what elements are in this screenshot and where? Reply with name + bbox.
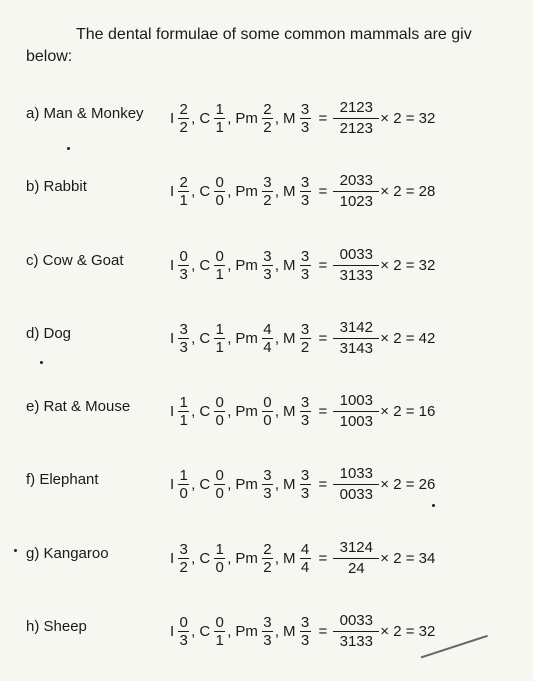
incisor-symbol: I [170, 549, 175, 567]
canine-fraction-denominator: 0 [215, 411, 224, 429]
incisor-fraction-denominator: 2 [179, 118, 188, 136]
total-fraction [335, 464, 377, 505]
total-fraction-denominator: 2123 [339, 119, 373, 137]
canine-fraction-numerator: 0 [215, 466, 224, 484]
molar-fraction-numerator: 3 [300, 393, 310, 411]
intro-line-2: below: [26, 48, 73, 65]
total-fraction-denominator: 3143 [339, 339, 373, 357]
comma: , [191, 109, 196, 127]
premolar-symbol: Pm [235, 256, 258, 274]
premolar-fraction-denominator: 2 [263, 191, 272, 209]
total-fraction-numerator: 3142 [333, 318, 379, 339]
comma: , [227, 329, 232, 347]
canine-symbol: C [199, 475, 211, 493]
premolar-symbol: Pm [235, 182, 258, 200]
molar-fraction [300, 614, 311, 649]
premolar-fraction-denominator: 2 [263, 118, 272, 136]
molar-fraction [300, 467, 311, 502]
incisor-fraction-numerator: 3 [179, 320, 188, 338]
premolar-fraction [262, 321, 273, 356]
molar-fraction-numerator: 3 [300, 173, 310, 191]
incisor-fraction-denominator: 1 [179, 191, 188, 209]
dental-formula [170, 310, 435, 366]
comma: , [274, 256, 280, 274]
multiplier-result: × 2 = 32 [380, 256, 436, 274]
comma: , [191, 549, 196, 567]
premolar-fraction-numerator: 3 [263, 466, 272, 484]
canine-fraction-denominator: 0 [215, 191, 224, 209]
premolar-fraction [262, 174, 273, 209]
premolar-fraction-denominator: 4 [263, 338, 272, 356]
molar-fraction-denominator: 3 [300, 191, 310, 209]
total-fraction-numerator: 3124 [333, 538, 379, 559]
canine-fraction-numerator: 0 [215, 247, 224, 265]
mammal-label: e) Rat & Mouse [26, 398, 131, 415]
molar-symbol: M [283, 182, 296, 200]
molar-fraction-denominator: 3 [300, 265, 310, 283]
canine-fraction-numerator: 0 [215, 173, 224, 191]
comma: , [227, 256, 232, 274]
total-fraction-denominator: 1003 [339, 412, 373, 430]
equals-sign: = [318, 475, 328, 493]
molar-fraction-denominator: 2 [300, 338, 310, 356]
molar-fraction-denominator: 3 [300, 118, 310, 136]
comma: , [191, 182, 196, 200]
mammal-label: b) Rabbit [26, 178, 87, 195]
multiplier-result: × 2 = 34 [380, 549, 436, 567]
molar-symbol: M [283, 549, 296, 567]
incisor-fraction [178, 101, 189, 136]
comma: , [274, 182, 280, 200]
molar-fraction [300, 541, 311, 576]
premolar-fraction [262, 614, 273, 649]
dental-formula [170, 163, 435, 219]
canine-symbol: C [199, 622, 211, 640]
canine-fraction [214, 467, 225, 502]
comma: , [227, 475, 232, 493]
canine-fraction [214, 541, 225, 576]
comma: , [227, 622, 232, 640]
canine-symbol: C [199, 256, 211, 274]
molar-fraction-denominator: 3 [300, 411, 310, 429]
premolar-fraction-denominator: 3 [263, 484, 272, 502]
comma: , [227, 182, 232, 200]
equals-sign: = [318, 622, 328, 640]
comma: , [274, 475, 280, 493]
total-fraction [335, 611, 377, 652]
total-fraction-numerator: 2033 [333, 171, 379, 192]
incisor-fraction-denominator: 0 [179, 484, 188, 502]
comma: , [191, 329, 196, 347]
total-fraction-denominator: 3133 [339, 266, 373, 284]
premolar-fraction-numerator: 3 [263, 613, 272, 631]
canine-fraction-numerator: 1 [215, 540, 224, 558]
multiplier-result: × 2 = 32 [380, 622, 436, 640]
incisor-fraction [178, 174, 189, 209]
canine-fraction [214, 614, 225, 649]
multiplier-result: × 2 = 16 [380, 402, 436, 420]
canine-symbol: C [199, 182, 211, 200]
incisor-fraction [178, 394, 189, 429]
molar-fraction-numerator: 3 [300, 247, 310, 265]
incisor-fraction-denominator: 3 [179, 631, 188, 649]
molar-symbol: M [283, 622, 296, 640]
intro-line-1: The dental formulae of some common mammals are giv [76, 26, 472, 43]
total-fraction [335, 171, 377, 212]
comma: , [274, 329, 280, 347]
incisor-fraction-numerator: 0 [179, 247, 188, 265]
mammal-label: d) Dog [26, 325, 72, 342]
incisor-fraction [178, 248, 189, 283]
canine-fraction-numerator: 1 [215, 320, 224, 338]
incisor-fraction-numerator: 2 [179, 173, 188, 191]
premolar-fraction-denominator: 3 [263, 265, 272, 283]
total-fraction-numerator: 0033 [333, 245, 379, 266]
comma: , [191, 475, 196, 493]
canine-fraction-denominator: 1 [215, 338, 224, 356]
canine-symbol: C [199, 549, 211, 567]
total-fraction-denominator: 0033 [339, 485, 373, 503]
total-fraction-denominator: 1023 [339, 192, 373, 210]
mammal-label: g) Kangaroo [26, 545, 109, 562]
molar-fraction-denominator: 4 [300, 558, 310, 576]
multiplier-result: × 2 = 26 [380, 475, 436, 493]
premolar-fraction [262, 541, 273, 576]
incisor-fraction-denominator: 3 [179, 265, 188, 283]
canine-fraction [214, 321, 225, 356]
comma: , [191, 402, 196, 420]
canine-fraction-numerator: 0 [215, 393, 224, 411]
incisor-symbol: I [170, 182, 175, 200]
incisor-symbol: I [170, 256, 175, 274]
dental-formula [170, 603, 435, 659]
molar-fraction-denominator: 3 [300, 484, 310, 502]
canine-fraction [214, 248, 225, 283]
incisor-fraction-denominator: 1 [179, 411, 188, 429]
speck-mark [40, 361, 43, 364]
equals-sign: = [318, 182, 328, 200]
speck-mark [67, 147, 70, 150]
equals-sign: = [318, 402, 328, 420]
total-fraction [335, 98, 377, 139]
formula-row [0, 383, 533, 439]
premolar-fraction-numerator: 0 [263, 393, 272, 411]
formula-row [0, 163, 533, 219]
mammal-label: a) Man & Monkey [26, 105, 144, 122]
incisor-symbol: I [170, 622, 175, 640]
molar-fraction [300, 174, 311, 209]
total-fraction-numerator: 1033 [333, 464, 379, 485]
canine-fraction-denominator: 1 [215, 631, 224, 649]
molar-symbol: M [283, 109, 296, 127]
mammal-label: h) Sheep [26, 618, 87, 635]
molar-fraction-numerator: 3 [300, 466, 310, 484]
total-fraction [335, 538, 377, 579]
total-fraction [335, 318, 377, 359]
premolar-symbol: Pm [235, 622, 258, 640]
incisor-symbol: I [170, 329, 175, 347]
formula-row [0, 456, 533, 512]
incisor-fraction-numerator: 3 [179, 540, 188, 558]
comma: , [227, 402, 232, 420]
premolar-symbol: Pm [235, 109, 258, 127]
total-fraction [335, 245, 377, 286]
molar-fraction-denominator: 3 [300, 631, 310, 649]
total-fraction-denominator: 24 [347, 559, 365, 577]
total-fraction-numerator: 1003 [333, 391, 379, 412]
canine-fraction-denominator: 1 [215, 118, 224, 136]
incisor-symbol: I [170, 402, 175, 420]
dental-formula [170, 237, 435, 293]
molar-fraction [300, 394, 311, 429]
incisor-symbol: I [170, 109, 175, 127]
premolar-symbol: Pm [235, 475, 258, 493]
incisor-fraction [178, 614, 189, 649]
dental-formula [170, 383, 435, 439]
incisor-fraction [178, 467, 189, 502]
speck-mark [14, 549, 17, 552]
incisor-fraction-numerator: 1 [179, 466, 188, 484]
formula-row [0, 90, 533, 146]
equals-sign: = [318, 329, 328, 347]
speck-mark [432, 504, 435, 507]
multiplier-result: × 2 = 28 [380, 182, 436, 200]
premolar-fraction-numerator: 4 [263, 320, 272, 338]
dental-formula [170, 530, 435, 586]
premolar-fraction-numerator: 2 [263, 100, 272, 118]
canine-fraction-denominator: 0 [215, 484, 224, 502]
comma: , [274, 549, 280, 567]
comma: , [191, 622, 196, 640]
multiplier-result: × 2 = 32 [380, 109, 436, 127]
formula-row [0, 237, 533, 293]
molar-symbol: M [283, 256, 296, 274]
incisor-fraction-denominator: 3 [179, 338, 188, 356]
total-fraction [335, 391, 377, 432]
dental-formula [170, 456, 435, 512]
premolar-symbol: Pm [235, 329, 258, 347]
molar-symbol: M [283, 475, 296, 493]
canine-fraction-numerator: 1 [215, 100, 224, 118]
premolar-fraction [262, 394, 273, 429]
molar-fraction-numerator: 4 [300, 540, 310, 558]
premolar-fraction-denominator: 2 [263, 558, 272, 576]
molar-fraction-numerator: 3 [300, 320, 310, 338]
incisor-fraction-numerator: 0 [179, 613, 188, 631]
comma: , [191, 256, 196, 274]
molar-fraction [300, 321, 311, 356]
incisor-fraction [178, 541, 189, 576]
premolar-fraction-numerator: 3 [263, 173, 272, 191]
premolar-fraction [262, 101, 273, 136]
premolar-fraction [262, 467, 273, 502]
molar-fraction-numerator: 3 [300, 613, 310, 631]
premolar-symbol: Pm [235, 549, 258, 567]
canine-fraction [214, 174, 225, 209]
mammal-label: c) Cow & Goat [26, 252, 124, 269]
canine-fraction-denominator: 1 [215, 265, 224, 283]
multiplier-result: × 2 = 42 [380, 329, 436, 347]
premolar-fraction-denominator: 3 [263, 631, 272, 649]
comma: , [274, 402, 280, 420]
canine-fraction-numerator: 0 [215, 613, 224, 631]
premolar-fraction-denominator: 0 [263, 411, 272, 429]
comma: , [274, 622, 280, 640]
canine-fraction [214, 394, 225, 429]
incisor-fraction-numerator: 2 [179, 100, 188, 118]
molar-fraction [300, 248, 311, 283]
formula-row [0, 530, 533, 586]
canine-fraction-denominator: 0 [215, 558, 224, 576]
total-fraction-numerator: 0033 [333, 611, 379, 632]
comma: , [227, 109, 232, 127]
premolar-fraction [262, 248, 273, 283]
equals-sign: = [318, 256, 328, 274]
premolar-fraction-numerator: 2 [263, 540, 272, 558]
premolar-fraction-numerator: 3 [263, 247, 272, 265]
total-fraction-denominator: 3133 [339, 632, 373, 650]
incisor-symbol: I [170, 475, 175, 493]
incisor-fraction-numerator: 1 [179, 393, 188, 411]
comma: , [274, 109, 280, 127]
molar-symbol: M [283, 402, 296, 420]
incisor-fraction [178, 321, 189, 356]
total-fraction-numerator: 2123 [333, 98, 379, 119]
formula-row [0, 310, 533, 366]
incisor-fraction-denominator: 2 [179, 558, 188, 576]
equals-sign: = [318, 549, 328, 567]
molar-fraction [300, 101, 311, 136]
molar-fraction-numerator: 3 [300, 100, 310, 118]
premolar-symbol: Pm [235, 402, 258, 420]
intro-text [26, 24, 506, 68]
dental-formula [170, 90, 435, 146]
comma: , [227, 549, 232, 567]
mammal-label: f) Elephant [26, 471, 99, 488]
molar-symbol: M [283, 329, 296, 347]
canine-symbol: C [199, 402, 211, 420]
canine-symbol: C [199, 109, 211, 127]
canine-symbol: C [199, 329, 211, 347]
equals-sign: = [318, 109, 328, 127]
canine-fraction [214, 101, 225, 136]
